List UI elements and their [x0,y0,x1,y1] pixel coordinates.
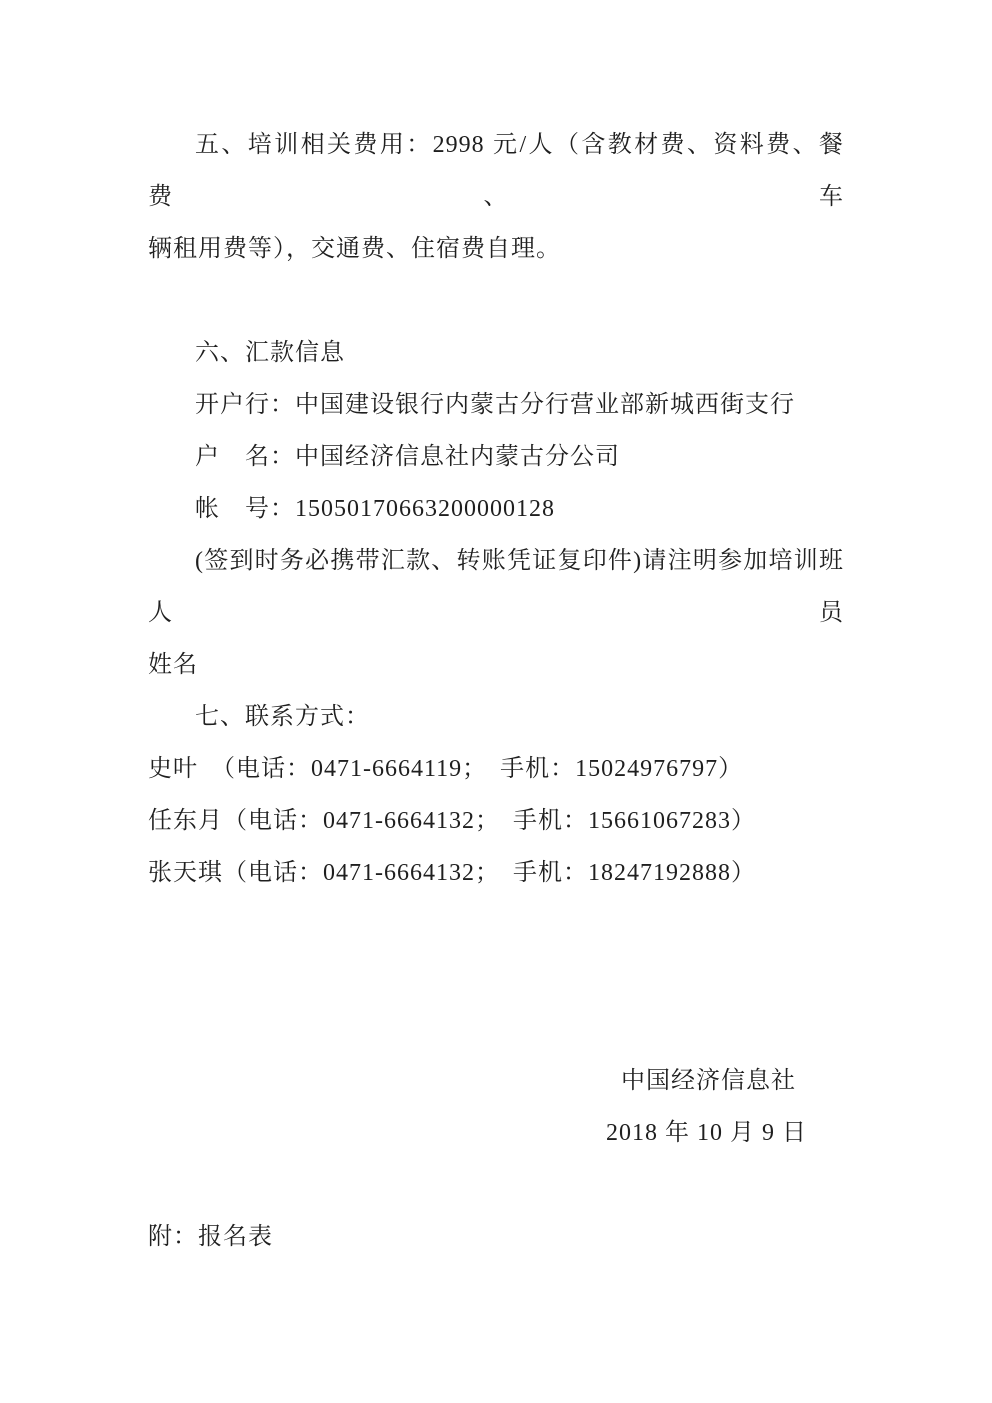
remittance-note-line-2: 姓名 [148,652,198,678]
signature-date: 2018 年 10 月 9 日 [606,1120,807,1146]
contact-line-2: 任东月（电话：0471-6664132； 手机：15661067283） [148,808,756,834]
remittance-note-line-1: (签到时务必携带汇款、转账凭证复印件)请注明参加培训班人员 [148,548,844,626]
remittance-heading: 六、汇款信息 [195,340,345,366]
blank-line [148,951,844,1003]
contact-heading: 七、联系方式： [195,704,370,730]
fee-paragraph-line-2: 辆租用费等），交通费、住宿费自理。 [148,236,561,262]
attachment-note: 附：报名表 [148,1224,273,1250]
blank-line [148,1003,844,1055]
account-name-line: 户 名：中国经济信息社内蒙古分公司 [195,444,620,470]
signature-org: 中国经济信息社 [621,1068,796,1094]
blank-line [148,275,844,327]
account-number-line: 帐 号：15050170663200000128 [195,496,555,522]
fee-paragraph-line-1: 五、培训相关费用：2998 元/人（含教材费、资料费、餐费、车 [148,132,844,210]
blank-line [148,1159,844,1211]
contact-line-1: 史叶 （电话：0471-6664119； 手机：15024976797） [148,756,744,782]
blank-line [148,899,844,951]
bank-line: 开户行：中国建设银行内蒙古分行营业部新城西街支行 [195,392,795,418]
contact-line-3: 张天琪（电话：0471-6664132； 手机：18247192888） [148,860,756,886]
document-text-column [148,119,844,1263]
